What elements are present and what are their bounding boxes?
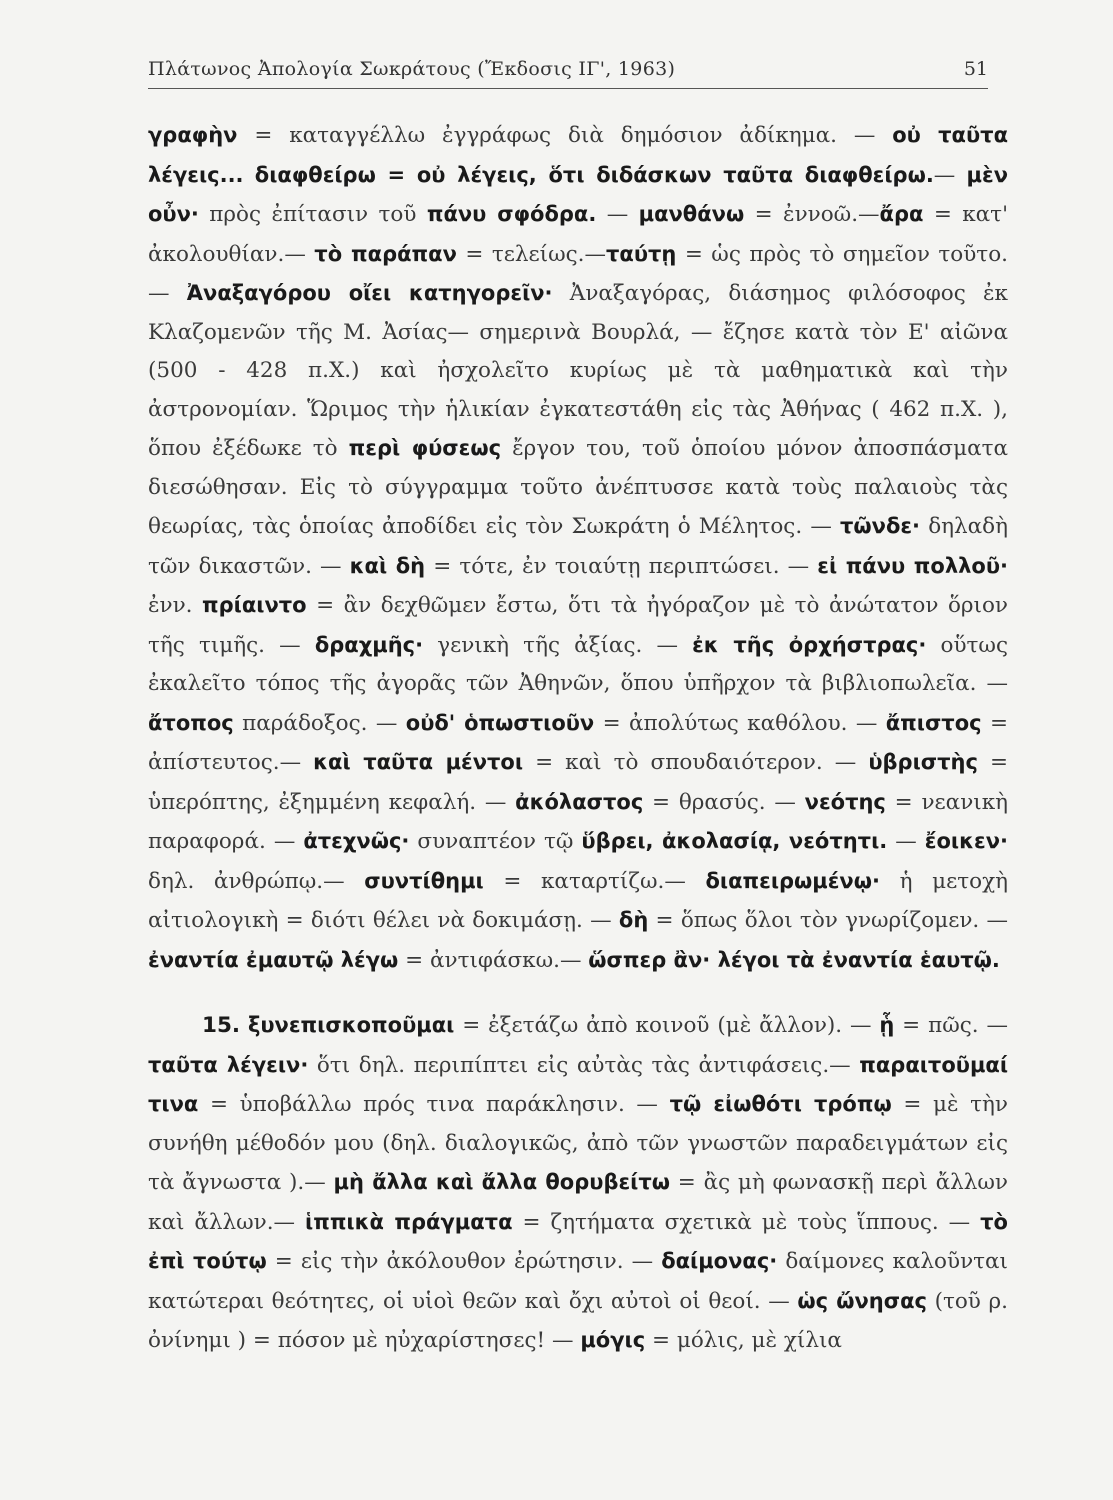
glossary-definition: = ἂς μὴ φωνασκῇ περὶ ἄλλων καὶ ἄλλων.— xyxy=(148,1170,1008,1235)
glossary-lemma: ἐκ τῆς ὀρχήστρας· xyxy=(692,632,927,657)
glossary-lemma: Ἀναξαγόρου οἴει κατηγορεῖν· xyxy=(186,281,553,305)
glossary-definition: — xyxy=(887,829,925,854)
commentary-paragraph-2 xyxy=(148,1006,1008,1361)
glossary-definition: = νεανικὴ παραφορά. — xyxy=(148,789,1009,854)
glossary-lemma: τὸ παράπαν xyxy=(314,241,457,266)
running-title: Πλάτωνος Ἀπολογία Σωκράτους (Ἔκδοσις ΙΓ', 1963) xyxy=(148,58,676,80)
glossary-definition xyxy=(244,163,255,188)
glossary-lemma: καὶ ταῦτα μέντοι xyxy=(313,750,524,774)
glossary-lemma: οὐ ταῦτα λέγεις... xyxy=(148,123,1008,187)
commentary-body xyxy=(148,116,1008,1361)
glossary-lemma: οὐδ' ὁπωστιοῦν xyxy=(405,710,595,735)
glossary-definition: = καταρτίζω.— xyxy=(483,868,706,894)
glossary-definition: = τότε, ἐν τοιαύτῃ περιπτώσει. — xyxy=(425,553,818,579)
glossary-lemma: ὕβρει, ἀκολασίᾳ, νεότητι. xyxy=(581,829,888,853)
commentary-paragraph-1 xyxy=(148,116,1008,980)
glossary-lemma: νεότης xyxy=(804,789,886,814)
glossary-definition: = μὲ τὴν συνήθη μέθοδόν μου (δηλ. διαλογικῶς, ἀπὸ τῶν γνωστῶν παραδειγμάτων εἰς τὰ ἄγνωστα ).— xyxy=(148,1092,1008,1195)
glossary-lemma: ἄρα xyxy=(879,202,924,226)
glossary-definition: = τελείως.— xyxy=(456,241,606,267)
glossary-lemma: διαπειρωμένῳ· xyxy=(705,868,880,893)
glossary-definition: = μόλις, μὲ χίλια xyxy=(645,1328,842,1353)
glossary-definition: = ἀπίστευτος.— xyxy=(148,710,1008,775)
glossary-lemma: τῶνδε· xyxy=(839,514,921,538)
glossary-definition: ἐνν. xyxy=(148,593,203,618)
glossary-lemma: εἰ πάνυ πολλοῦ· xyxy=(817,553,1008,578)
page-header xyxy=(148,56,988,89)
glossary-lemma: μόγις xyxy=(580,1328,646,1352)
glossary-lemma: δραχμῆς· xyxy=(314,632,424,657)
glossary-lemma: ταύτῃ xyxy=(605,241,677,266)
page-number: 51 xyxy=(963,58,988,80)
glossary-lemma: ἀτεχνῶς· xyxy=(303,829,410,853)
glossary-lemma: ἄτοπος xyxy=(148,710,234,735)
glossary-lemma: ἄπιστος xyxy=(885,710,982,735)
glossary-lemma: πάνυ σφόδρα. xyxy=(426,202,597,226)
glossary-lemma: ταῦτα λέγειν· xyxy=(148,1052,309,1077)
glossary-definition: = ζητήματα σχετικὰ μὲ τοὺς ἵππους. — xyxy=(512,1209,981,1235)
glossary-definition: = εἰς τὴν ἀκόλουθον ἐρώτησιν. — xyxy=(266,1249,662,1274)
glossary-lemma: ἱππικὰ πράγματα xyxy=(305,1209,513,1234)
glossary-lemma: πρίαιντο xyxy=(202,593,307,617)
glossary-lemma: τὸ ἐπὶ τούτῳ xyxy=(148,1209,1008,1273)
glossary-definition: = ὑποβάλλω πρός τινα παράκλησιν. — xyxy=(198,1092,670,1117)
glossary-definition: δηλαδὴ τῶν δικαστῶν. — xyxy=(148,514,1008,579)
glossary-definition: = πῶς. — xyxy=(894,1013,1008,1038)
glossary-lemma: γραφὴν xyxy=(148,123,238,147)
glossary-definition: — xyxy=(596,202,639,227)
glossary-definition: παράδοξος. — xyxy=(233,710,406,736)
glossary-definition: = ὅπως ὅλοι τὸν γνωρίζομεν. — xyxy=(648,908,1009,933)
glossary-definition: οὕτως ἐκαλεῖτο τόπος τῆς ἀγορᾶς τῶν Ἀθηνῶν, ὅπου ὑπῆρχον τὰ βιβλιοπωλεῖα. — xyxy=(148,632,1008,696)
glossary-lemma: ὡς ὤνησας xyxy=(797,1288,927,1313)
glossary-lemma: μὲν οὖν· xyxy=(148,162,1008,226)
glossary-definition: — xyxy=(933,162,967,188)
glossary-definition: δηλ. ἀνθρώπῳ.— xyxy=(148,868,365,894)
glossary-lemma: τῷ εἰωθότι τρόπῳ xyxy=(669,1092,892,1116)
glossary-definition: πρὸς ἐπίτασιν τοῦ xyxy=(198,202,427,227)
glossary-lemma: συντίθημι xyxy=(364,868,484,893)
glossary-definition: = ἂν δεχθῶμεν ἔστω, ὅτι τὰ ἠγόραζον μὲ τὸ ἀνώτατον ὅριον τῆς τιμῆς. — xyxy=(148,593,1008,658)
section-number: 15. xyxy=(202,1013,241,1038)
glossary-definition: (τοῦ ρ. ὀνίνημι ) = πόσον μὲ ηὐχαρίστησες! — xyxy=(148,1288,1008,1353)
glossary-definition: = ὡς πρὸς τὸ σημεῖον τοῦτο. — xyxy=(148,241,1008,306)
glossary-lemma: ἐναντία ἐμαυτῷ λέγω xyxy=(148,947,399,972)
glossary-lemma: παραιτοῦμαί τινα xyxy=(148,1052,1009,1116)
glossary-lemma: διαφθείρω = οὐ λέγεις, ὅτι διδάσκων ταῦτα διαφθείρω. xyxy=(254,162,934,187)
glossary-definition: ἡ μετοχὴ αἰτιολογικὴ = διότι θέλει νὰ δοκιμάσῃ. — xyxy=(148,868,1008,933)
glossary-lemma: ὑβριστὴς xyxy=(868,750,978,774)
glossary-lemma: ἔοικεν· xyxy=(924,829,1008,853)
glossary-definition: = κατ' ἀκολουθίαν.— xyxy=(148,202,1008,267)
glossary-definition: = ἐννοῶ.— xyxy=(744,202,880,227)
glossary-definition: Ἀναξαγόρας, διάσημος φιλόσοφος ἐκ Κλαζομενῶν τῆς Μ. Ἀσίας— σημερινὰ Βουρλά, — ἔζησε κατὰ τὸν Ε' αἰῶνα (500 - 428 π.Χ.) καὶ ἠσχολεῖτο κυρίως μὲ τὰ μαθηματικὰ καὶ τὴν ἀστρονομίαν. Ὥριμος τὴν ἡλικίαν ἐγκατεστάθη εἰς τὰς Ἀθήνας ( 462 π.Χ. ), ὅπου ἐξέδωκε τὸ xyxy=(148,281,1008,461)
glossary-lemma: ὥσπερ ἂν· λέγοι τὰ ἐναντία ἑαυτῷ. xyxy=(588,947,1000,972)
glossary-definition: ἔργον του, τοῦ ὁποίου μόνον ἀποσπάσματα διεσώθησαν. Εἰς τὸ σύγγραμμα τοῦτο ἀνέπτυσσε κατὰ τοὺς παλαιοὺς τὰς θεωρίας, τὰς ὁποίας ἀποδίδει εἰς τὸν Σωκράτη ὁ Μέλητος. — xyxy=(148,436,1009,539)
glossary-lemma: δὴ xyxy=(618,908,649,932)
glossary-definition: = ἀπολύτως καθόλου. — xyxy=(594,710,886,736)
glossary-definition: = καταγγέλλω ἐγγράφως διὰ δημόσιον ἀδίκημα. — xyxy=(237,123,893,148)
glossary-lemma: μανθάνω xyxy=(638,202,745,226)
glossary-lemma: περὶ φύσεως xyxy=(348,436,502,460)
glossary-definition: συναπτέον τῷ xyxy=(409,829,582,854)
glossary-lemma: ξυνεπισκοποῦμαι xyxy=(247,1013,455,1037)
glossary-lemma: καὶ δὴ xyxy=(349,553,426,578)
glossary-definition: = καὶ τὸ σπουδαιότερον. — xyxy=(523,750,869,775)
glossary-definition: = ὑπερόπτης, ἐξημμένη κεφαλή. — xyxy=(148,750,1008,815)
glossary-definition: δαίμονες καλοῦνται κατώτεραι θεότητες, οἱ υἱοὶ θεῶν καὶ ὄχι αὐτοὶ οἱ θεοί. — xyxy=(148,1249,1008,1314)
glossary-lemma: ἀκόλαστος xyxy=(515,789,644,814)
glossary-definition: = θρασύς. — xyxy=(643,789,805,815)
glossary-lemma: μὴ ἄλλα καὶ ἄλλα θορυβείτω xyxy=(333,1170,670,1194)
glossary-lemma: ᾗ xyxy=(879,1013,895,1037)
glossary-definition: = ἀντιφάσκω.— xyxy=(398,947,589,973)
glossary-definition: γενικὴ τῆς ἀξίας. — xyxy=(423,632,693,658)
glossary-definition: = ἐξετάζω ἀπὸ κοινοῦ (μὲ ἄλλον). — xyxy=(454,1013,880,1038)
glossary-definition: ὅτι δηλ. περιπίπτει εἰς αὐτὰς τὰς ἀντιφάσεις.— xyxy=(308,1052,860,1078)
glossary-lemma: δαίμονας· xyxy=(661,1249,778,1273)
